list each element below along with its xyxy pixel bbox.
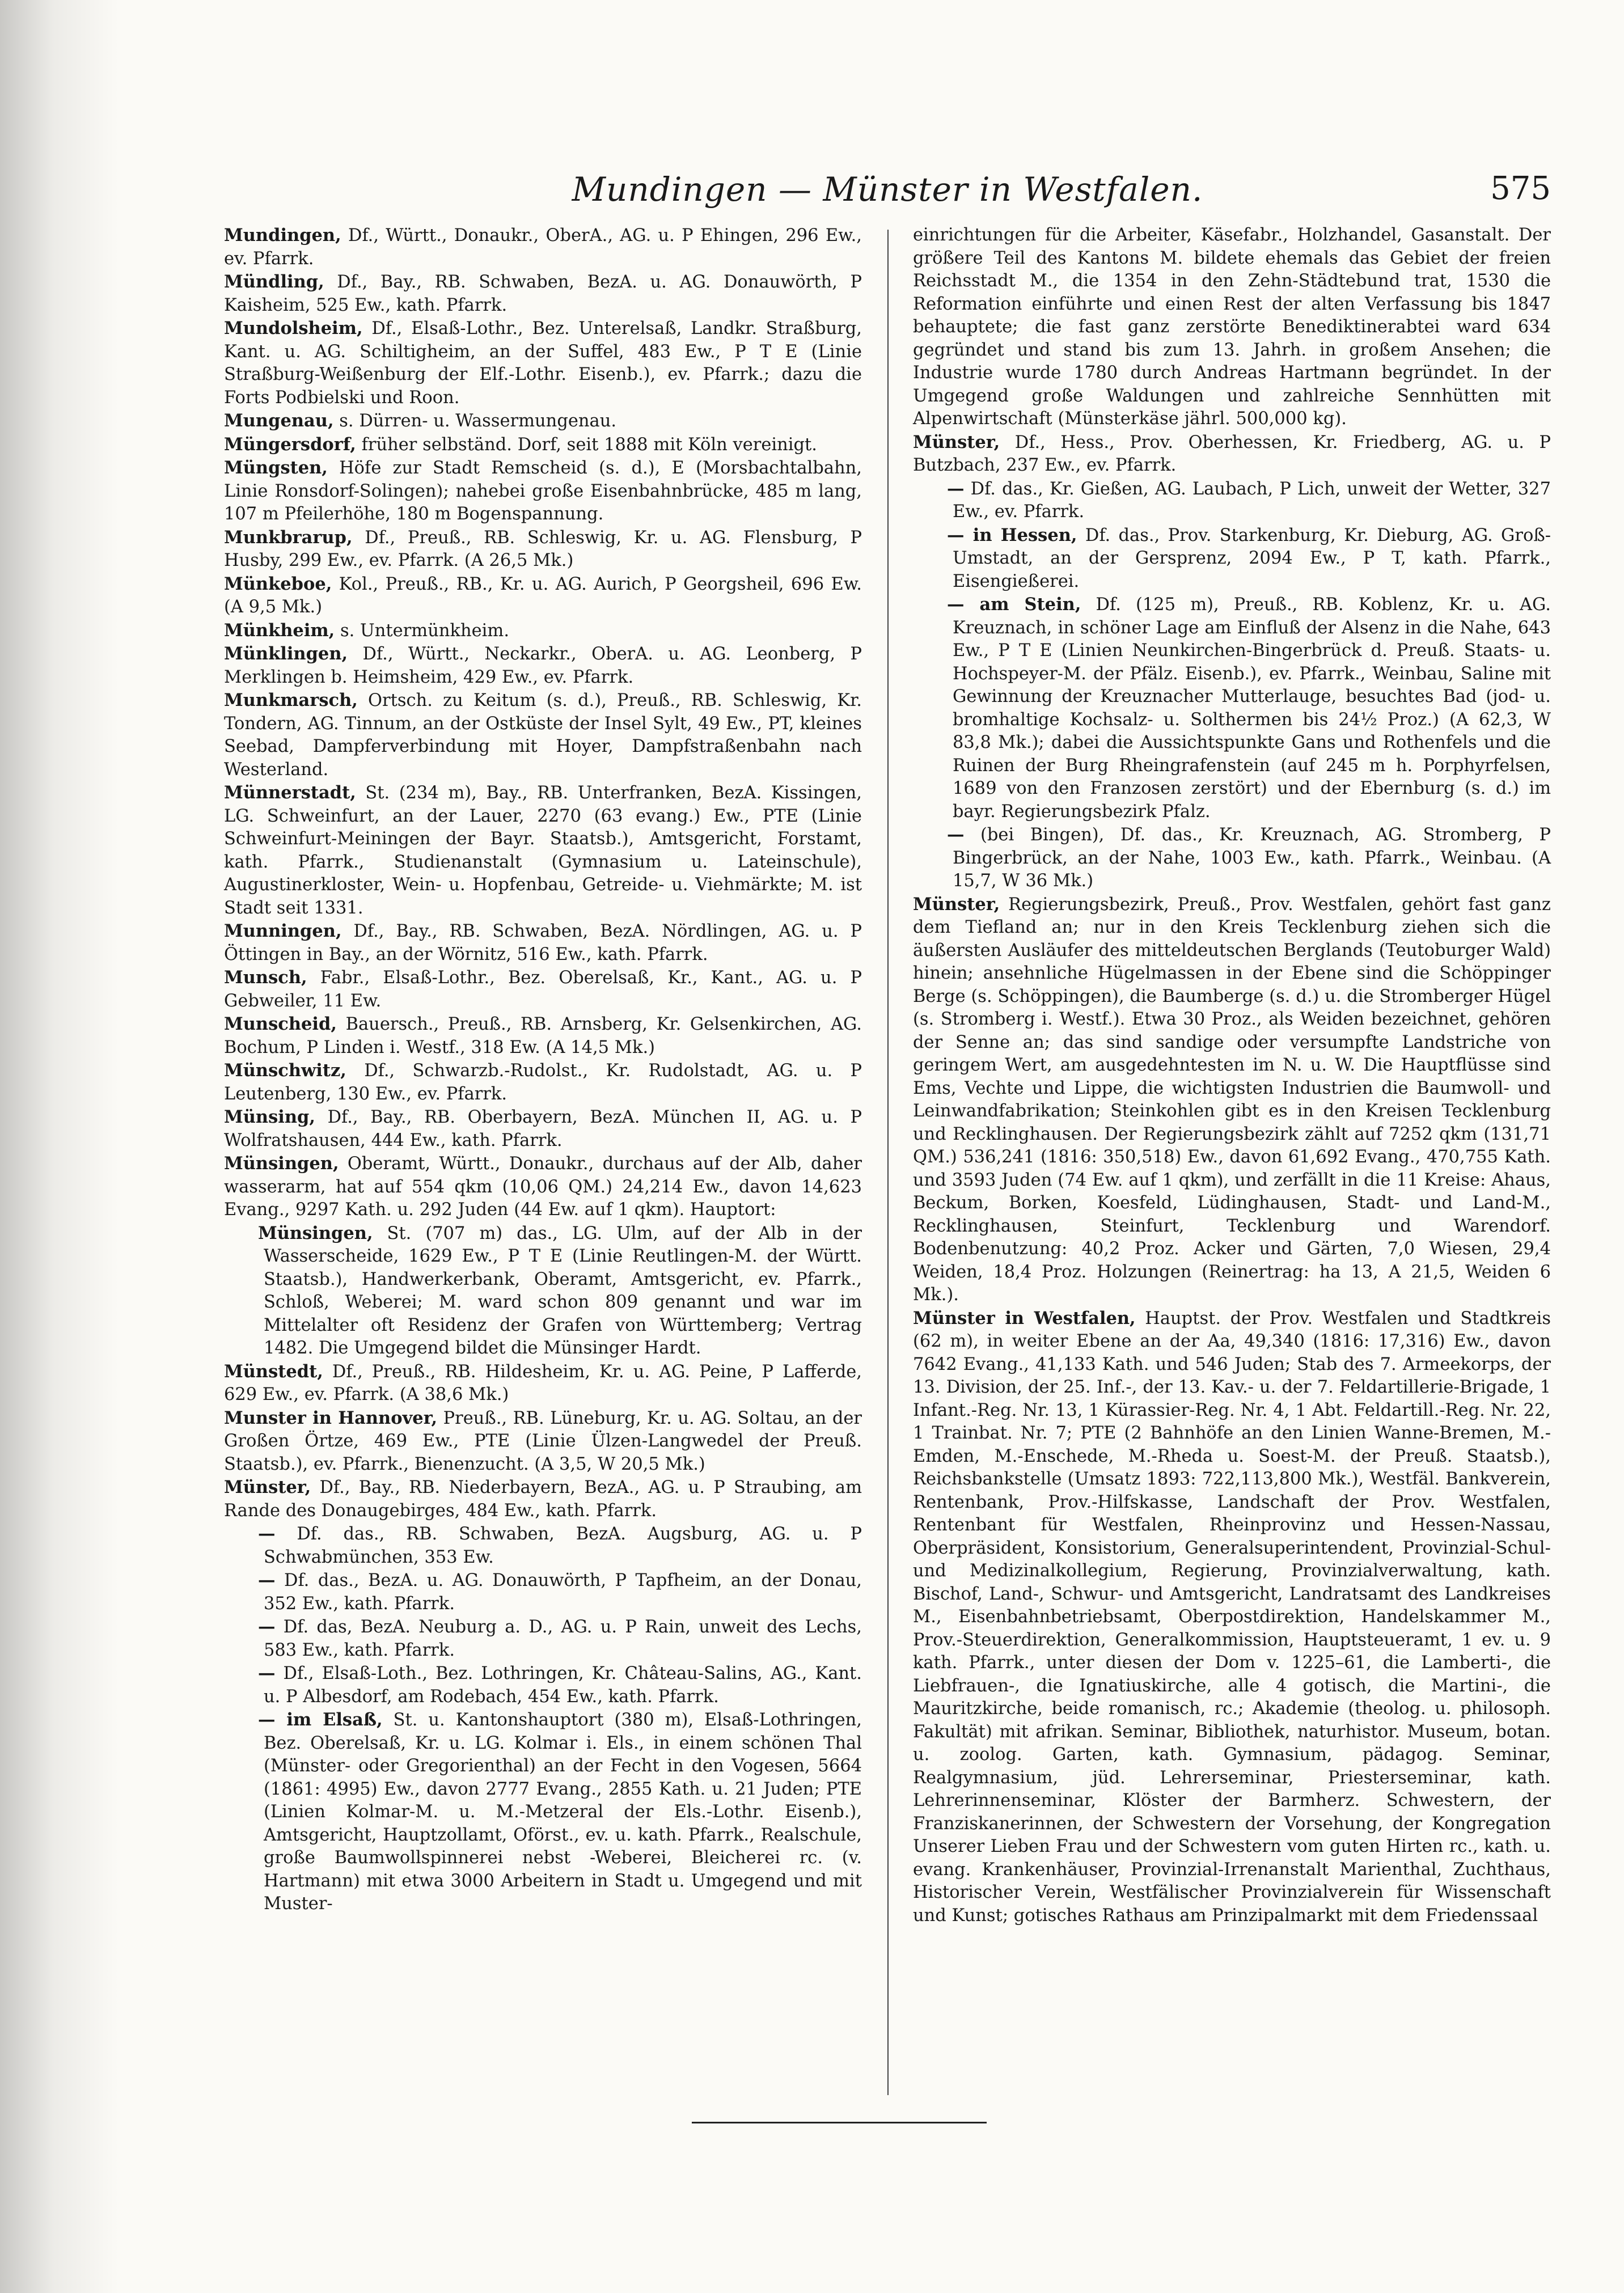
dictionary-entry <box>913 893 1551 1307</box>
dictionary-entry <box>224 1522 862 1569</box>
entry-headword: — <box>258 1617 276 1637</box>
dictionary-entry <box>224 1222 862 1360</box>
entry-text: s. Untermünkheim. <box>335 620 510 641</box>
entry-headword: Munningen, <box>224 921 342 941</box>
dictionary-entry <box>224 1407 862 1477</box>
dictionary-entry <box>224 619 862 643</box>
dictionary-entry <box>224 781 862 920</box>
dictionary-entry <box>224 966 862 1013</box>
entry-text: Df., Elsaß-Lothr., Bez. Unterelsaß, Landkr. Straßburg, Kant. u. AG. Schiltigheim, an der Suffel, 483 Ew., P T E (Linie Straßburg-Weißenburg der Elf.-Lothr. Eisenb.), ev. Pfarrk.; dazu die Forts Podbielski und Roon. <box>224 319 862 408</box>
entry-text: Df. das., BezA. u. AG. Donauwörth, P Tapfheim, an der Donau, 352 Ew., kath. Pfarrk. <box>264 1571 862 1614</box>
dictionary-entry <box>224 1708 862 1916</box>
entry-headword: — in Hessen, <box>947 524 1077 545</box>
dictionary-entry <box>913 477 1551 524</box>
entry-text: Regierungsbezirk, Preuß., Prov. Westfalen, gehört fast ganz dem Tiefland an; nur in den Kreis Tecklenburg ziehen sich die äußersten Ausläufer des mitteldeutschen Berglands (Teutoburger Wald) hinein; ansehnliche Hügelmassen in der Ebene sind die Schöppinger Berge (s. Schöppingen), die Baumberge (s. d.) u. die Stromberger Hügel (s. Stromberg i. Westf.). Etwa 30 Proz., als Weiden bezeichnet, gehören der Senne an; das sind sandige oder versumpfte Landstriche von geringem Wert, am ausgedehntesten im N. u. W. Die Hauptflüsse sind Ems, Vechte und Lippe, die wichtigsten Industrien die Baumwoll- und Leinwandfabrikation; Steinkohlen gibt es in den Kreisen Tecklenburg und Recklinghausen. Der Regierungsbezirk zählt auf 7252 qkm (131,71 QM.) 536,241 (1816: 350,518) Ew., davon 61,692 Evang., 470,755 Kath. und 3593 Juden (74 Ew. auf 1 qkm), und zerfällt in die 11 Kreise: Ahaus, Beckum, Borken, Koesfeld, Lüdinghausen, Stadt- und Land-M., Recklinghausen, Steinfurt, Tecklenburg und Warendorf. Bodenbenutzung: 40,2 Proz. Acker und Gärten, 7,0 Wiesen, 29,4 Weiden, 18,4 Proz. Holzungen (Reinertrag: ha 13, A 21,5, Weiden 6 Mk.). <box>913 894 1551 1305</box>
entry-headword: Münnerstadt, <box>224 782 356 803</box>
entry-text: St. u. Kantonshauptort (380 m), Elsaß-Lothringen, Bez. Oberelsaß, Kr. u. LG. Kolmar i. Els., in einem schönen Thal (Münster- oder Gregorienthal) an der Fecht in den Vogesen, 5664 (1861: 4995) Ew., davon 2777 Evang., 2855 Kath. u. 21 Juden; PTE (Linien Kolmar-M. u. M.-Metzeral der Els.-Lothr. Eisenb.), Amtsgericht, Hauptzollamt, Oförst., ev. u. kath. Pfarrk., Realschule, große Baumwollspinnerei nebst -Weberei, Bleicherei rc. (v. Hartmann) mit etwa 3000 Arbeitern in Stadt u. Umgegend und mit Muster- <box>264 1710 862 1914</box>
entry-headword: Munkbrarup, <box>224 527 353 548</box>
entry-headword: — <box>258 1663 276 1683</box>
entry-headword: Munkmarsch, <box>224 690 358 710</box>
entry-text: Df., Bay., RB. Niederbayern, BezA., AG. u. P Straubing, am Rande des Donaugebirges, 484 Ew., kath. Pfarrk. <box>224 1478 862 1521</box>
entry-text: Df., Bay., RB. Oberbayern, BezA. München II, AG. u. P Wolfratshausen, 444 Ew., kath. Pfarrk. <box>224 1107 862 1150</box>
entry-headword: Münster, <box>913 431 1000 452</box>
entry-headword: Mungenau, <box>224 411 334 431</box>
dictionary-entry <box>224 1476 862 1522</box>
entry-text: Höfe zur Stadt Remscheid (s. d.), E (Morsbachtalbahn, Linie Ronsdorf-Solingen); nahebei große Eisenbahnbrücke, 485 m lang, 107 m Pfeilerhöhe, 180 m Bogenspannung. <box>224 458 862 524</box>
entry-headword: — <box>258 1570 276 1590</box>
column-divider <box>887 230 889 2095</box>
dictionary-entry <box>913 1307 1551 1928</box>
entry-text: Df., Hess., Prov. Oberhessen, Kr. Friedberg, AG. u. P Butzbach, 237 Ew., ev. Pfarrk. <box>913 432 1551 475</box>
entry-headword: Mündling, <box>224 272 324 292</box>
entry-headword: Munster in Hannover, <box>224 1407 438 1428</box>
entry-headword: Münkheim, <box>224 620 335 641</box>
entry-text: Oberamt, Württ., Donaukr., durchaus auf der Alb, daher wasserarm, hat auf 554 qkm (10,06 QM.) 24,214 Ew., davon 14,623 Evang., 9297 Kath. u. 292 Juden (44 Ew. auf 1 qkm). Hauptort: <box>224 1154 862 1220</box>
entry-headword: Münster, <box>913 894 1000 915</box>
entry-text: (bei Bingen), Df. das., Kr. Kreuznach, AG. Stromberg, P Bingerbrück, an der Nahe, 1003 Ew., kath. Pfarrk., Weinbau. (A 15,7, W 36 Mk.) <box>953 825 1551 891</box>
dictionary-entry <box>224 642 862 689</box>
entry-text: einrichtungen für die Arbeiter, Käsefabr., Holzhandel, Gasanstalt. Der größere Teil des Kantons M. bildete ehemals das Gebiet der freien Reichsstadt M., die 1354 in den Zehn-Städtebund trat, 1530 die Reformation einführte und einen Rest der alten Verfassung bis 1847 behauptete; die fast ganz zerstörte Benediktinerabtei ward 634 gegründet und stand bis zum 13. Jahrh. in großem Ansehen; die Industrie wurde 1780 durch Andreas Hartmann begründet. In der Umgegend große Waldungen und zahlreiche Sennhütten mit Alpenwirtschaft (Münsterkäse jährl. 500,000 kg). <box>913 225 1551 429</box>
page-number: 575 <box>1490 170 1551 207</box>
entry-headword: Mundolsheim, <box>224 318 363 339</box>
dictionary-entry <box>224 1615 862 1662</box>
entry-headword: Münsingen, <box>258 1222 373 1243</box>
footer-rule <box>692 2122 987 2123</box>
entry-headword: — im Elsaß, <box>258 1710 383 1730</box>
dictionary-entry <box>224 1662 862 1708</box>
dictionary-entry <box>913 593 1551 823</box>
dictionary-entry <box>224 1013 862 1059</box>
entry-text: Df., Preuß., RB. Schleswig, Kr. u. AG. Flensburg, P Husby, 299 Ew., ev. Pfarrk. (A 26,5 Mk.) <box>224 527 862 570</box>
entry-headword: — <box>947 824 965 845</box>
right-column <box>913 224 1551 1927</box>
entry-text: Df., Elsaß-Loth., Bez. Lothringen, Kr. Château-Salins, AG., Kant. u. P Albesdorf, am Rodebach, 454 Ew., kath. Pfarrk. <box>264 1664 862 1707</box>
entry-text: Ortsch. zu Keitum (s. d.), Preuß., RB. Schleswig, Kr. Tondern, AG. Tinnum, an der Ostküste der Insel Sylt, 49 Ew., PT, kleines Seebad, Dampferverbindung mit Hoyer, Dampfstraßenbahn nach Westerland. <box>224 691 862 780</box>
dictionary-entry <box>224 1059 862 1106</box>
entry-headword: — am Stein, <box>947 594 1081 615</box>
running-head: Mundingen — Münster in Westfalen. <box>572 170 1203 209</box>
dictionary-entry <box>913 224 1551 431</box>
entry-headword: Münklingen, <box>224 644 348 664</box>
entry-text: Df. das, BezA. Neuburg a. D., AG. u. P Rain, unweit des Lechs, 583 Ew., kath. Pfarrk. <box>264 1617 862 1660</box>
entry-text: St. (707 m) das., LG. Ulm, auf der Alb in der Wasserscheide, 1629 Ew., P T E (Linie Reutlingen-M. der Württ. Staatsb.), Handwerkerbank, Oberamt, Amtsgericht, ev. Pfarrk., Schloß, Weberei; M. ward schon 809 genannt und war im Mittelalter oft Residenz der Grafen von Württemberg; Vertrag 1482. Die Umgegend bildet die Münsinger Hardt. <box>264 1223 862 1358</box>
dictionary-entry <box>224 317 862 409</box>
entry-text: Df., Preuß., RB. Hildesheim, Kr. u. AG. Peine, P Lafferde, 629 Ew., ev. Pfarrk. (A 38,6 Mk.) <box>224 1361 862 1404</box>
binding-shadow <box>0 0 119 2293</box>
entry-text: Df., Schwarzb.-Rudolst., Kr. Rudolstadt, AG. u. P Leutenberg, 130 Ew., ev. Pfarrk. <box>224 1061 862 1104</box>
entry-text: Df., Württ., Donaukr., OberA., AG. u. P Ehingen, 296 Ew., ev. Pfarrk. <box>224 226 862 269</box>
dictionary-entry <box>224 1569 862 1615</box>
dictionary-entry <box>224 409 862 433</box>
entry-text: Df. (125 m), Preuß., RB. Koblenz, Kr. u. AG. Kreuznach, in schöner Lage am Einfluß der Alsenz in die Nahe, 643 Ew., P T E (Linien Neunkirchen-Bingerbrück d. Preuß. Staats- u. Hochspeyer-M. der Pfälz. Eisenb.), ev. Pfarrk., Weinbau, Saline mit Gewinnung der Kreuznacher Mutterlauge, besuchtes Bad (jod- u. bromhaltige Kochsalz- u. Solthermen bis 24½ Proz.) (A 62,3, W 83,8 Mk.); dabei die Aussichtspunkte Gans und Rothenfels und die Ruinen der Burg Rheingrafenstein (auf 245 m h. Porphyrfelsen, 1689 von den Franzosen zerstört) und der Ebernburg (s. d.) im bayr. Regierungsbezirk Pfalz. <box>953 595 1551 822</box>
entry-text: Bauersch., Preuß., RB. Arnsberg, Kr. Gelsenkirchen, AG. Bochum, P Linden i. Westf., 318 Ew. (A 14,5 Mk.) <box>224 1014 862 1057</box>
entry-headword: Münster, <box>224 1477 311 1497</box>
entry-text: Preuß., RB. Lüneburg, Kr. u. AG. Soltau, an der Großen Örtze, 469 Ew., PTE (Linie Ülzen-Langwedel der Preuß. Staatsb.), ev. Pfarrk., Bienenzucht. (A 3,5, W 20,5 Mk.) <box>224 1408 862 1474</box>
entry-headword: Müngsten, <box>224 458 328 478</box>
entry-text: Df., Bay., RB. Schwaben, BezA. u. AG. Donauwörth, P Kaisheim, 525 Ew., kath. Pfarrk. <box>224 272 862 315</box>
entry-text: Df., Bay., RB. Schwaben, BezA. Nördlingen, AG. u. P Öttingen in Bay., an der Wörnitz, 516 Ew., kath. Pfarrk. <box>224 921 862 964</box>
entry-headword: — <box>947 478 965 499</box>
dictionary-entry <box>224 270 862 317</box>
dictionary-entry <box>224 1152 862 1222</box>
dictionary-entry <box>224 1360 862 1407</box>
entry-headword: Münsing, <box>224 1107 315 1127</box>
dictionary-entry <box>224 573 862 619</box>
entry-headword: Münstedt, <box>224 1361 323 1382</box>
dictionary-entry <box>224 433 862 457</box>
dictionary-entry <box>224 224 862 270</box>
dictionary-entry <box>913 823 1551 893</box>
entry-text: Hauptst. der Prov. Westfalen und Stadtkreis (62 m), in weiter Ebene an der Aa, 49,340 (1816: 17,316) Ew., davon 7642 Evang., 41,133 Kath. und 546 Juden; Stab des 7. Armeekorps, der 13. Division, der 25. Inf.-, der 13. Kav.- u. der 7. Feldartillerie-Brigade, 1 Infant.-Reg. Nr. 13, 1 Kürassier-Reg. Nr. 4, 1 Abt. Feldartill.-Reg. Nr. 22, 1 Trainbat. Nr. 7; PTE (2 Bahnhöfe an den Linien Wanne-Bremen, M.-Emden, M.-Enschede, M.-Rheda u. Soest-M. der Preuß. Staatsb.), Reichsbankstelle (Umsatz 1893: 722,113,800 Mk.), Westfäl. Bankverein, Rentenbank, Prov.-Hilfskasse, Landschaft der Prov. Westfalen, Rentenbant für Westfalen, Rheinprovinz und Hessen-Nassau, Oberpräsident, Konsistorium, Generalsuperintendent, Provinzial-Schul- und Medizinalkollegium, Regierung, Provinzialverwaltung, kath. Bischof, Land-, Schwur- und Amtsgericht, Landratsamt des Landkreises M., Eisenbahnbetriebsamt, Oberpostdirektion, Handelskammer M., Prov.-Steuerdirektion, Generalkommission, Hauptsteueramt, 1 ev. u. 9 kath. Pfarrk., unter diesen der Dom v. 1225–61, die Lamberti-, die Liebfrauen-, die Ignatiuskirche, alle 4 gotisch, die Martini-, die Mauritzkirche, beide romanisch, rc.; Akademie (theolog. u. philosoph. Fakultät) mit afrikan. Seminar, Bibliothek, naturhistor. Museum, botan. u. zoolog. Garten, kath. Gymnasium, pädagog. Seminar, Realgymnasium, jüd. Lehrerseminar, Priesterseminar, kath. Lehrerinnenseminar, Klöster der Barmherz. Schwestern, der Franziskanerinnen, der Schwestern der Vorsehung, der Kongregation Unserer Lieben Frau und der Schwestern vom guten Hirten rc., kath. u. evang. Krankenhäuser, Provinzial-Irrenanstalt Marienthal, Zuchthaus, Historischer Verein, Westfälischer Provinzialverein für Wissenschaft und Kunst; gotisches Rathaus am Prinzipalmarkt mit dem Friedenssaal <box>913 1308 1551 1926</box>
entry-headword: Müngersdorf, <box>224 434 356 455</box>
entry-text: Df., Württ., Neckarkr., OberA. u. AG. Leonberg, P Merklingen b. Heimsheim, 429 Ew., ev. Pfarrk. <box>224 644 862 687</box>
entry-text: früher selbständ. Dorf, seit 1888 mit Köln vereinigt. <box>356 434 817 455</box>
entry-headword: Munscheid, <box>224 1014 337 1034</box>
entry-text: Fabr., Elsaß-Lothr., Bez. Oberelsaß, Kr., Kant., AG. u. P Gebweiler, 11 Ew. <box>224 968 862 1011</box>
dictionary-entry <box>224 456 862 526</box>
dictionary-entry <box>913 524 1551 594</box>
entry-text: Df. das., RB. Schwaben, BezA. Augsburg, AG. u. P Schwabmünchen, 353 Ew. <box>264 1524 862 1567</box>
dictionary-entry <box>224 920 862 966</box>
entry-headword: Münschwitz, <box>224 1060 346 1081</box>
dictionary-entry <box>913 431 1551 477</box>
page-header <box>224 170 1551 224</box>
entry-text: Df. das., Prov. Starkenburg, Kr. Dieburg, AG. Groß-Umstadt, an der Gersprenz, 2094 Ew., P T, kath. Pfarrk., Eisengießerei. <box>953 525 1551 591</box>
dictionary-entry <box>224 526 862 573</box>
entry-text: Kol., Preuß., RB., Kr. u. AG. Aurich, P Georgsheil, 696 Ew. (A 9,5 Mk.) <box>224 574 862 617</box>
dictionary-entry <box>224 1106 862 1152</box>
entry-headword: Munsch, <box>224 967 307 988</box>
entry-headword: Münkeboe, <box>224 573 332 594</box>
dictionary-entry <box>224 689 862 781</box>
entry-headword: Münster in Westfalen, <box>913 1308 1136 1329</box>
entry-headword: — <box>258 1524 276 1544</box>
text-columns <box>224 224 1551 2118</box>
entry-text: s. Dürren- u. Wassermungenau. <box>333 411 617 431</box>
entry-headword: Münsingen, <box>224 1153 339 1174</box>
entry-text: Df. das., Kr. Gießen, AG. Laubach, P Lich, unweit der Wetter, 327 Ew., ev. Pfarrk. <box>953 479 1551 522</box>
left-column <box>224 224 862 1916</box>
entry-headword: Mundingen, <box>224 225 341 246</box>
entry-text: St. (234 m), Bay., RB. Unterfranken, BezA. Kissingen, LG. Schweinfurt, an der Lauer, 2270 (63 evang.) Ew., PTE (Linie Schweinfurt-Meiningen der Bayr. Staatsb.), Amtsgericht, Forstamt, kath. Pfarrk., Studienanstalt (Gymnasium u. Lateinschule), Augustinerkloster, Wein- u. Hopfenbau, Getreide- u. Viehmärkte; M. ist Stadt seit 1331. <box>224 783 862 918</box>
